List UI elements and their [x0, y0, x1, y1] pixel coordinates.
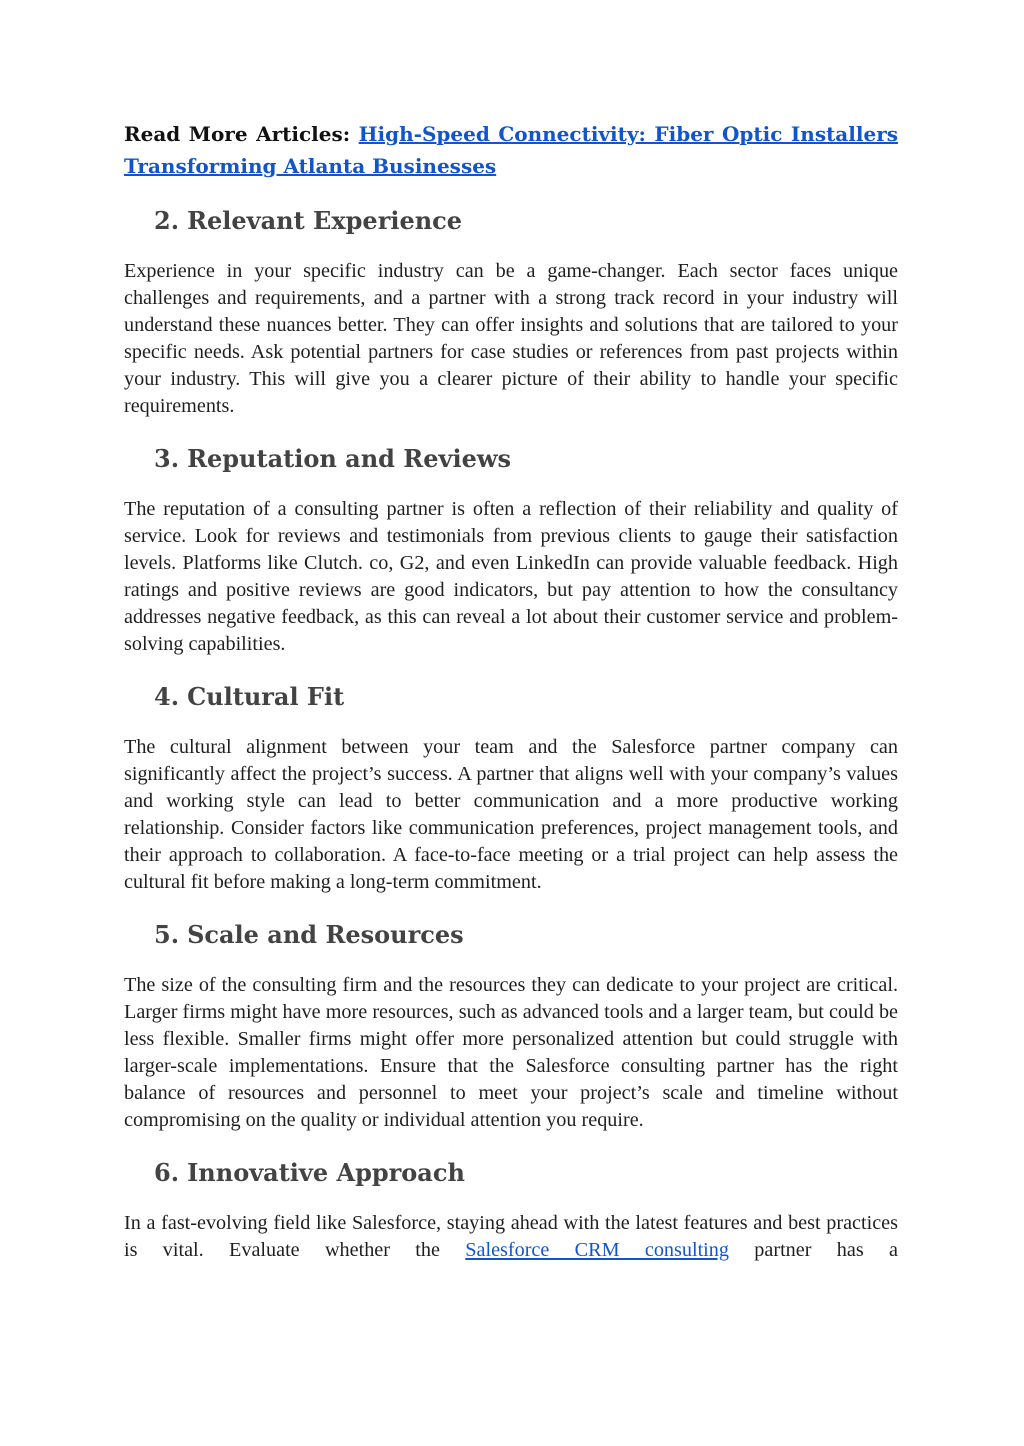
paragraph-scale-and-resources: The size of the consulting firm and the resources they can dedicate to your project are critical. Larger firms might have more resources, such as advanced tools and a larger team, but could be less flexible. Smaller firms might offer more personalized attention but could struggle with larger-scale implementations. Ensure that the Salesforce consulting partner has the right balance of resources and personnel to meet your project’s scale and timeline without compromising on the quality or individual attention you require.: [124, 974, 898, 1131]
heading-title: Reputation and Reviews: [187, 444, 512, 473]
paragraph-cultural-fit: The cultural alignment between your team and the Salesforce partner company can significantly affect the project’s success. A partner that aligns well with your company’s values and working style can lead to better communication and a more productive working relationship. Consider factors like communication preferences, project management tools, and their approach to collaboration. A face-to-face meeting or a trial project can help assess the cultural fit before making a long-term commitment.: [124, 736, 898, 893]
heading-number: 2.: [154, 206, 180, 235]
heading-number: 4.: [154, 682, 180, 711]
heading-relevant-experience: [154, 204, 898, 238]
heading-reputation-and-reviews: [154, 442, 898, 476]
document-page: [124, 118, 898, 1286]
heading-innovative-approach: [154, 1156, 898, 1190]
heading-cultural-fit: [154, 680, 898, 714]
heading-title: Cultural Fit: [187, 682, 345, 711]
paragraph-innovative-approach: [124, 1210, 898, 1264]
paragraph-relevant-experience: Experience in your specific industry can be a game-changer. Each sector faces unique challenges and requirements, and a partner with a strong track record in your industry will understand these nuances better. They can offer insights and solutions that are tailored to your specific needs. Ask potential partners for case studies or references from past projects within your industry. This will give you a clearer picture of their ability to handle your specific requirements.: [124, 260, 898, 417]
heading-title: Scale and Resources: [187, 920, 464, 949]
heading-number: 6.: [154, 1158, 180, 1187]
salesforce-crm-consulting-link[interactable]: Salesforce CRM consulting: [465, 1239, 729, 1261]
paragraph-reputation-and-reviews: The reputation of a consulting partner is often a reflection of their reliability and quality of service. Look for reviews and testimonials from previous clients to gauge their satisfaction levels. Platforms like Clutch. co, G2, and even LinkedIn can provide valuable feedback. High ratings and positive reviews are good indicators, but pay attention to how the consultancy addresses negative feedback, as this can reveal a lot about their customer service and problem-solving capabilities.: [124, 498, 898, 655]
heading-scale-and-resources: [154, 918, 898, 952]
heading-number: 5.: [154, 920, 180, 949]
heading-title: Relevant Experience: [187, 206, 463, 235]
paragraph-text-after-link: partner has a: [728, 1239, 898, 1261]
read-more-label: Read More Articles:: [124, 122, 351, 146]
read-more-article-link[interactable]: High-Speed Connectivity: Fiber Optic Installers Transforming Atlanta Businesses: [124, 122, 898, 178]
read-more-line: [124, 118, 898, 182]
paragraph-text-before-link: In a fast-evolving field like Salesforce, staying ahead with the latest features and best practices is vital. Evaluate whether the: [124, 1212, 898, 1261]
heading-title: Innovative Approach: [187, 1158, 465, 1187]
heading-number: 3.: [154, 444, 180, 473]
